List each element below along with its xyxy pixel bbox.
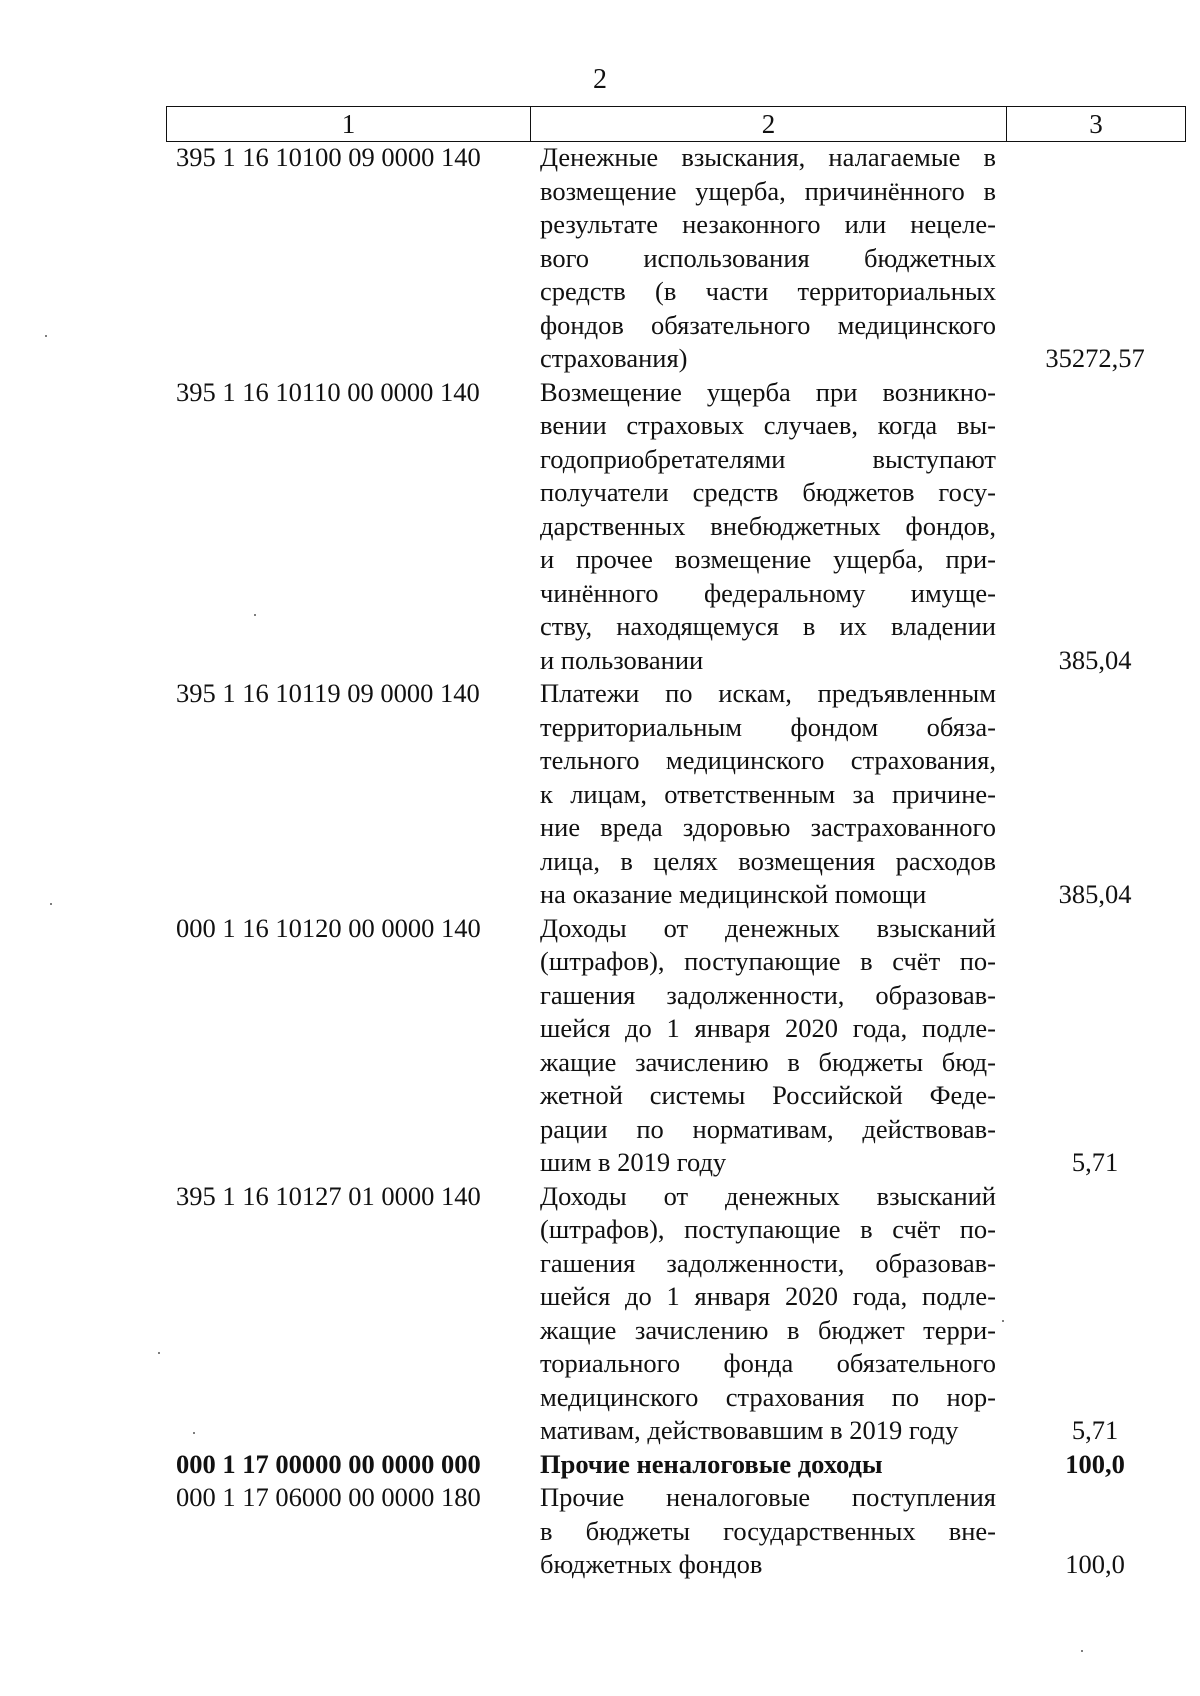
row-value: 385,04 [1058, 644, 1132, 675]
description-line: гашения задолженности, образовав- [540, 1247, 996, 1278]
row-description [540, 677, 996, 912]
row-description [540, 376, 996, 678]
description-line: к лицам, ответственным за причине- [540, 778, 996, 809]
description-line: дарственных внебюджетных фондов, [540, 510, 996, 541]
scan-speck [45, 335, 47, 337]
description-line: Денежные взыскания, налагаемые в [540, 142, 996, 172]
row-value: 100,0 [1065, 1549, 1125, 1579]
description-line: Прочие неналоговые доходы [540, 1448, 883, 1479]
description-line: получатели средств бюджетов госу- [540, 477, 996, 507]
description-line: (штрафов), поступающие в счёт по- [540, 1214, 996, 1244]
table-row [0, 677, 1200, 912]
description-line: Возмещение ущерба при возникно- [540, 376, 996, 407]
page-number: 2 [593, 64, 607, 95]
description-line: страхования) [540, 343, 688, 373]
description-line: гашения задолженности, образовав- [540, 979, 996, 1010]
description-line: возмещение ущерба, причинённого в [540, 175, 996, 206]
row-code: 000 1 17 00000 00 0000 000 [176, 1448, 481, 1479]
description-line: лица, в целях возмещения расходов [540, 845, 996, 876]
description-line: чинённого федеральному имуще- [540, 577, 996, 608]
scan-speck [193, 1432, 195, 1434]
description-line: на оказание медицинской помощи [540, 879, 927, 909]
description-line: результате незаконного или нецеле- [540, 209, 996, 239]
row-value: 100,0 [1065, 1448, 1125, 1479]
scan-speck [158, 1352, 160, 1354]
description-line: шим в 2019 году [540, 1147, 727, 1177]
row-code: 000 1 17 06000 00 0000 180 [176, 1482, 481, 1512]
row-description [540, 1180, 996, 1448]
description-line: медицинского страхования по нор- [540, 1381, 996, 1412]
header-col-3: 3 [1089, 109, 1103, 139]
header-col-2: 2 [531, 107, 1007, 141]
description-line: тельного медицинского страхования, [540, 745, 996, 775]
table-row [0, 1180, 1200, 1448]
description-line: средств (в части территориальных [540, 276, 996, 306]
description-line: шейся до 1 января 2020 года, подле- [540, 1281, 996, 1311]
description-line: ториального фонда обязательного [540, 1348, 996, 1378]
scan-speck [1002, 1320, 1004, 1322]
description-line: годоприобретателями выступают [540, 443, 996, 474]
row-code: 395 1 16 10110 00 0000 140 [176, 376, 480, 407]
scan-speck [254, 614, 256, 616]
scan-speck [50, 903, 52, 905]
description-line: территориальным фондом обяза- [540, 711, 996, 742]
row-description [540, 912, 996, 1180]
table-row [0, 141, 1200, 376]
description-line: (штрафов), поступающие в счёт по- [540, 946, 996, 976]
description-line: фондов обязательного медицинского [540, 309, 996, 340]
table-row [0, 1448, 1200, 1482]
scan-speck [1081, 1650, 1083, 1652]
description-line: и прочее возмещение ущерба, при- [540, 544, 996, 574]
row-description [540, 1448, 996, 1482]
description-line: бюджетных фондов [540, 1549, 763, 1579]
description-line: и пользовании [540, 644, 704, 675]
description-line: рации по нормативам, действовав- [540, 1113, 996, 1144]
row-description [540, 141, 996, 376]
description-line: ству, находящемуся в их владении [540, 611, 996, 641]
description-line: Платежи по искам, предъявленным [540, 678, 996, 708]
row-code: 395 1 16 10100 09 0000 140 [176, 142, 481, 172]
description-line: ние вреда здоровью застрахованного [540, 812, 996, 842]
row-value: 5,71 [1071, 1147, 1119, 1177]
description-line: в бюджеты государственных вне- [540, 1515, 996, 1546]
description-line: вого использования бюджетных [540, 242, 996, 273]
description-line: жащие зачислению в бюджет терри- [540, 1314, 996, 1345]
table-row [0, 1481, 1200, 1582]
table-row [0, 376, 1200, 678]
row-value: 5,71 [1071, 1415, 1119, 1445]
description-line: Прочие неналоговые поступления [540, 1482, 996, 1512]
description-line: жетной системы Российской Феде- [540, 1080, 996, 1110]
table-body [0, 141, 1200, 1582]
description-line: шейся до 1 января 2020 года, подле- [540, 1013, 996, 1043]
row-code: 000 1 16 10120 00 0000 140 [176, 912, 481, 943]
description-line: Доходы от денежных взысканий [540, 1180, 996, 1211]
row-description [540, 1481, 996, 1582]
description-line: вении страховых случаев, когда вы- [540, 410, 996, 440]
row-code: 395 1 16 10127 01 0000 140 [176, 1180, 481, 1211]
header-col-1: 1 [167, 107, 531, 141]
table-header [166, 106, 1186, 142]
description-line: мативам, действовавшим в 2019 году [540, 1415, 959, 1445]
description-line: Доходы от денежных взысканий [540, 912, 996, 943]
row-value: 35272,57 [1045, 343, 1145, 373]
table-row [0, 912, 1200, 1180]
description-line: жащие зачислению в бюджеты бюд- [540, 1046, 996, 1077]
row-code: 395 1 16 10119 09 0000 140 [176, 678, 480, 708]
row-value: 385,04 [1058, 879, 1132, 909]
